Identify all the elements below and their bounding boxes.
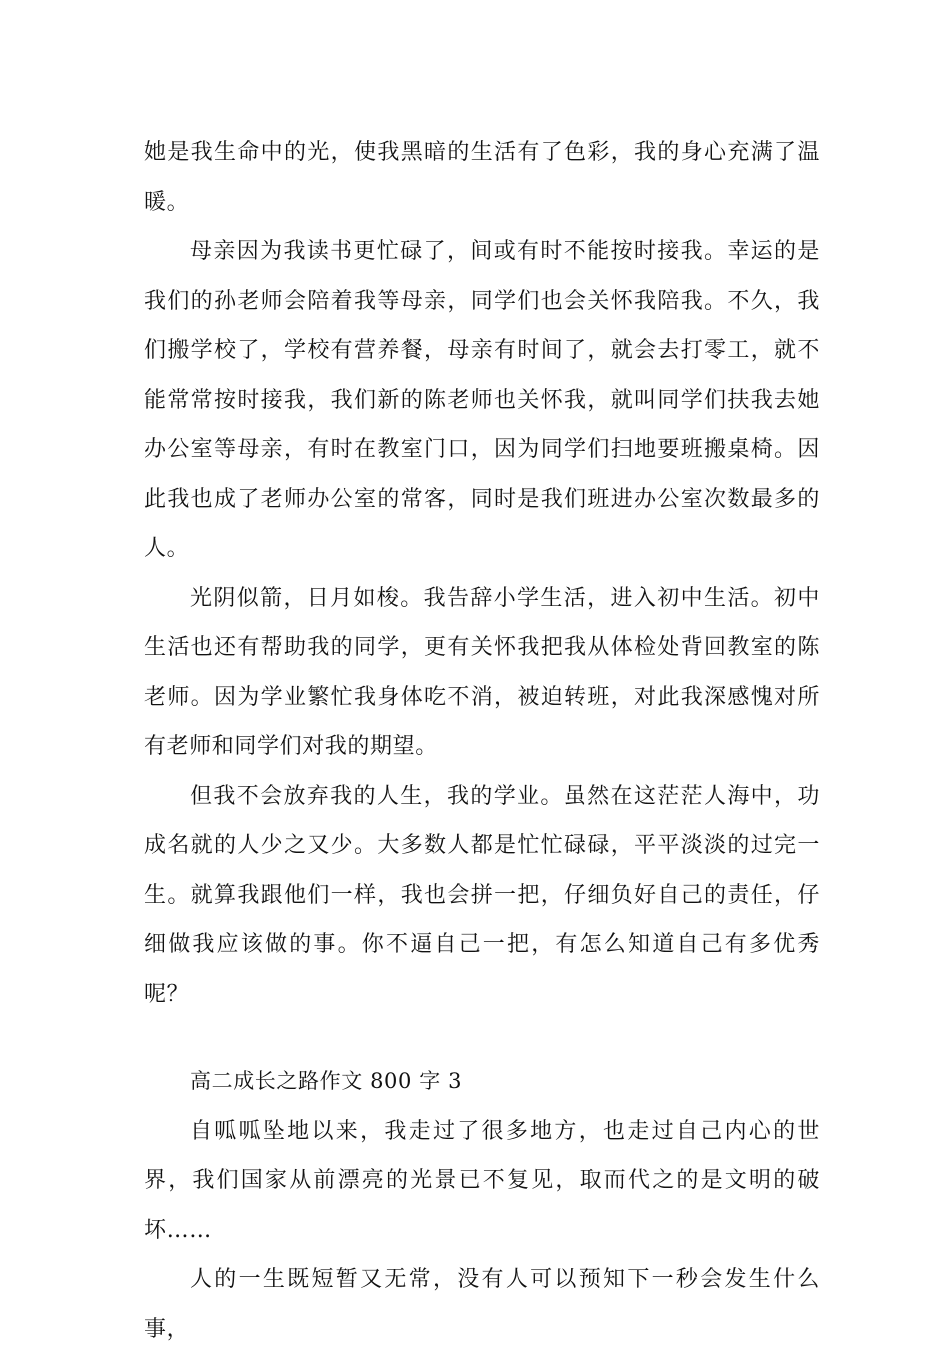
paragraph-continuation: 她是我生命中的光，使我黑暗的生活有了色彩，我的身心充满了温暖。 [144,140,820,215]
paragraph: 自呱呱坠地以来，我走过了很多地方，也走过自己内心的世界，我们国家从前漂亮的光景已不复见，取而代之的是文明的破坏…… [144,1118,820,1243]
section-heading: 高二成长之路作文 800 字 3 [190,1069,463,1093]
paragraph: 人的一生既短暂又无常，没有人可以预知下一秒会发生什么事， [144,1267,820,1342]
document-body [144,128,820,1354]
paragraph: 但我不会放弃我的人生，我的学业。虽然在这茫茫人海中，功成名就的人少之又少。大多数人都是忙忙碌碌，平平淡淡的过完一生。就算我跟他们一样，我也会拼一把，仔细负好自己的责任，仔细做我应该做的事。你不逼自己一把，有怎么知道自己有多优秀呢？ [144,783,820,1007]
paragraph: 光阴似箭，日月如梭。我告辞小学生活，进入初中生活。初中生活也还有帮助我的同学，更有关怀我把我从体检处背回教室的陈老师。因为学业繁忙我身体吃不消，被迫转班，对此我深感愧对所有老师和同学们对我的期望。 [144,585,820,759]
paragraph: 母亲因为我读书更忙碌了，间或有时不能按时接我。幸运的是我们的孙老师会陪着我等母亲，同学们也会关怀我陪我。不久，我们搬学校了，学校有营养餐，母亲有时间了，就会去打零工，就不能常常按时接我，我们新的陈老师也关怀我，就叫同学们扶我去她办公室等母亲，有时在教室门口，因为同学们扫地要班搬桌椅。因此我也成了老师办公室的常客，同时是我们班进办公室次数最多的人。 [144,239,820,561]
